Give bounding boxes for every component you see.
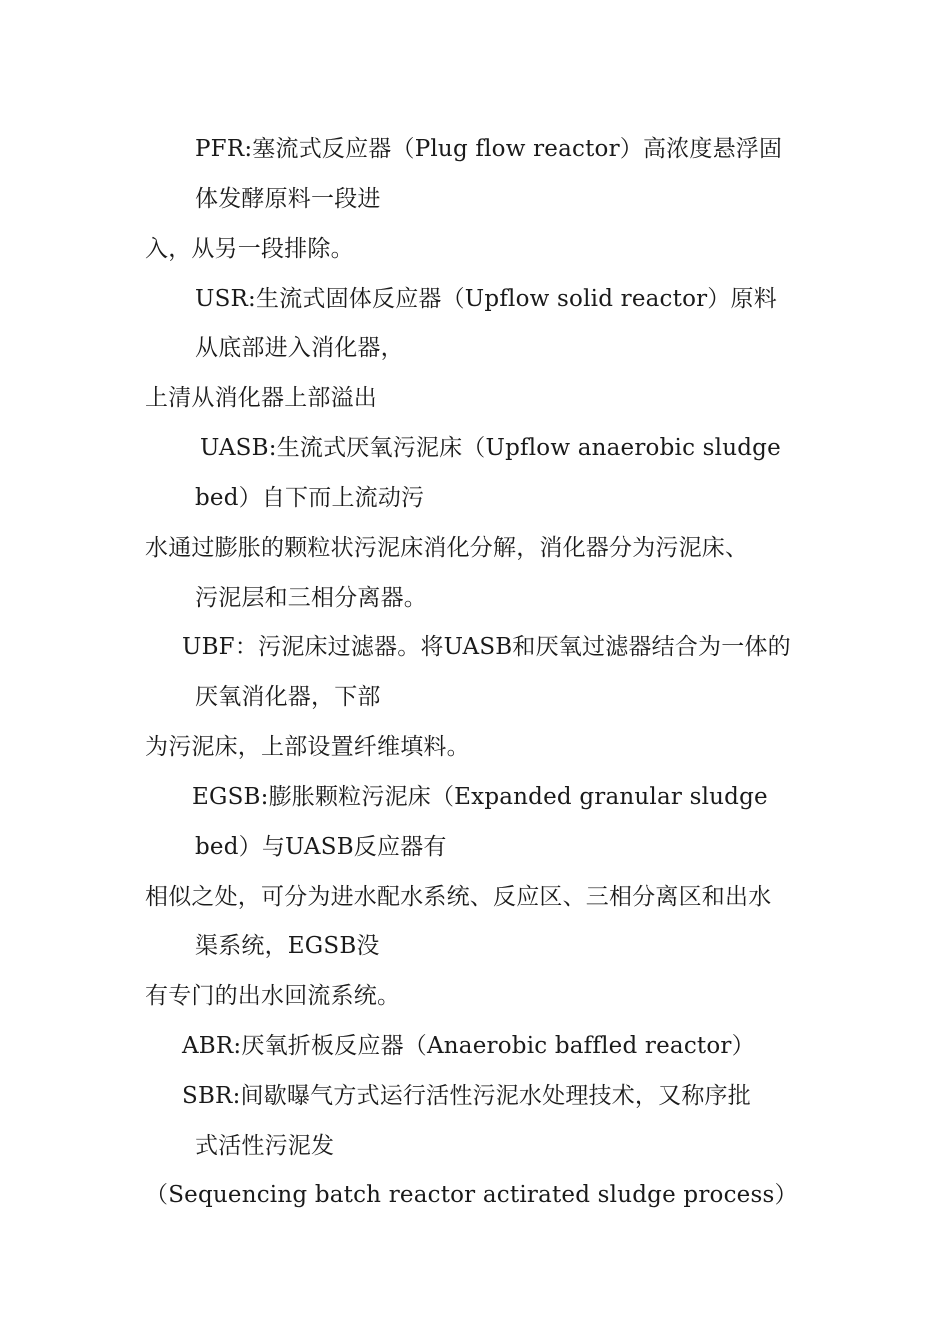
text-line: 污泥层和三相分离器。 [195,585,427,611]
text-line: （Sequencing batch reactor actirated sludge process） [145,1182,798,1208]
text-line: bed）自下而上流动污 [195,485,425,511]
text-line-usr: USR:生流式固体反应器（Upflow solid reactor）原料 [195,286,777,312]
text-line: 有专门的出水回流系统。 [145,983,401,1009]
text-line-pfr: PFR:塞流式反应器（Plug flow reactor）高浓度悬浮固 [195,136,783,162]
text-line-ubf: UBF：污泥床过滤器。将UASB和厌氧过滤器结合为一体的 [182,634,791,660]
text-line: 体发酵原料一段进 [195,186,381,212]
text-line-abr: ABR:厌氧折板反应器（Anaerobic baffled reactor） [182,1033,755,1059]
text-line: 式活性污泥发 [195,1133,335,1159]
text-line: 上清从消化器上部溢出 [145,385,377,411]
text-line: 厌氧消化器，下部 [195,684,381,710]
text-line: 为污泥床，上部设置纤维填料。 [145,734,470,760]
text-line-sbr: SBR:间歇曝气方式运行活性污泥水处理技术，又称序批 [182,1083,751,1109]
text-line-uasb: UASB:生流式厌氧污泥床（Upflow anaerobic sludge [200,435,781,461]
text-line: 入，从另一段排除。 [145,236,354,262]
text-line: 从底部进入消化器， [195,335,404,361]
text-line: 相似之处，可分为进水配水系统、反应区、三相分离区和出水 [145,884,772,910]
text-line: 水通过膨胀的颗粒状污泥床消化分解，消化器分为污泥床、 [145,535,749,561]
text-line: bed）与UASB反应器有 [195,834,447,860]
text-line: 渠系统，EGSB没 [195,933,380,959]
text-line-egsb: EGSB:膨胀颗粒污泥床（Expanded granular sludge [192,784,768,810]
